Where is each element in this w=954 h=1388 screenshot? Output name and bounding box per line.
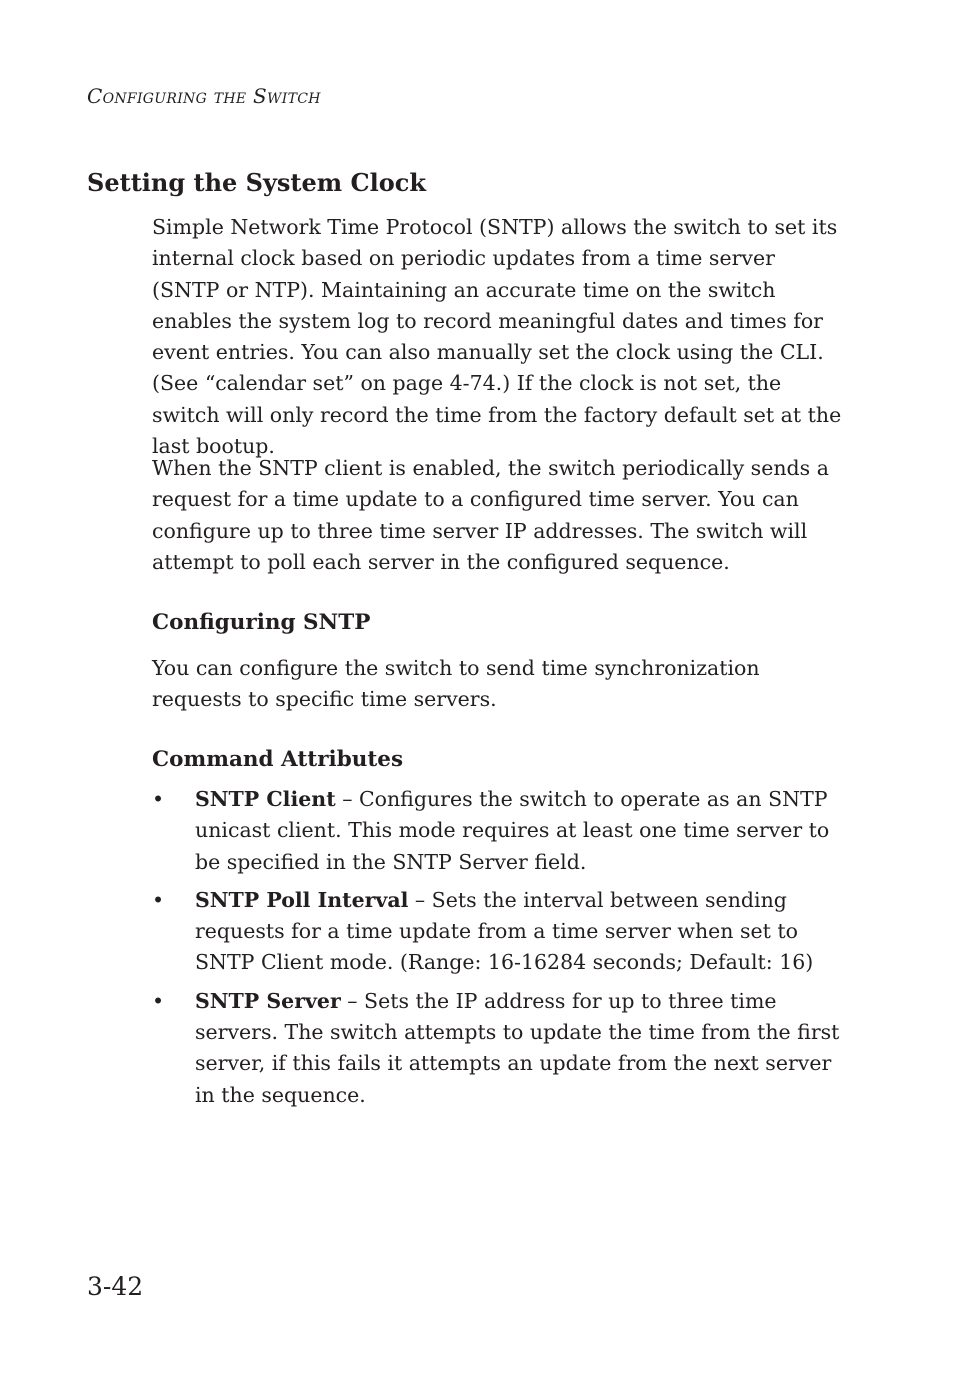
attributes-title-block: [152, 747, 842, 772]
section-title: Setting the System Clock: [87, 168, 426, 197]
attribute-description: – Sets the interval between sending requests for a time update from a time server when set to SNTP Client mode. (Range: 16-16284 seconds; Default: 16): [195, 887, 814, 975]
attributes-title: Command Attributes: [152, 747, 404, 772]
attribute-description: – Configures the switch to operate as an SNTP unicast client. This mode requires at least one time server to be specified in the SNTP Server field.: [195, 787, 830, 874]
subsection-paragraph: You can configure the switch to send time synchronization requests to specific time servers.: [152, 656, 760, 712]
page-number: 3-42: [87, 1272, 144, 1301]
attribute-term: SNTP Poll Interval: [195, 887, 409, 912]
attribute-description: – Sets the IP address for up to three time servers. The switch attempts to update the time from the first server, if this fails it attempts an update from the next server in the sequence.: [195, 988, 840, 1107]
attribute-item-sntp-client: [152, 784, 842, 878]
intro-paragraph-2: When the SNTP client is enabled, the switch periodically sends a request for a time update to a configured time server. You can configure up to three time server IP addresses. The switch will attempt to poll each server in the configured sequence.: [152, 456, 829, 574]
bullet-icon: •: [152, 988, 165, 1013]
bullet-icon: •: [152, 787, 165, 811]
bullet-icon: •: [152, 887, 165, 912]
attribute-term: SNTP Client: [195, 787, 336, 811]
subsection-title-block: [152, 610, 842, 635]
intro-paragraph-2-block: [152, 453, 842, 578]
attributes-list: [152, 784, 842, 1118]
intro-paragraph-1-block: [152, 212, 842, 462]
subsection-paragraph-block: [152, 653, 842, 716]
attribute-item-sntp-poll-interval: [152, 885, 842, 979]
running-header: Configuring the Switch: [87, 84, 321, 108]
attribute-item-sntp-server: [152, 986, 842, 1111]
attribute-term: SNTP Server: [195, 988, 341, 1013]
subsection-title: Configuring SNTP: [152, 610, 371, 635]
intro-paragraph-1: Simple Network Time Protocol (SNTP) allows the switch to set its internal clock based on periodic updates from a time server (SNTP or NTP). Maintaining an accurate time on the switch enables the system log to record meaningful dates and times for event entries. You can also manually set the clock using the CLI. (See “calendar set” on page 4-74.) If the clock is not set, the switch will only record the time from the factory default set at the last bootup.: [152, 215, 842, 459]
